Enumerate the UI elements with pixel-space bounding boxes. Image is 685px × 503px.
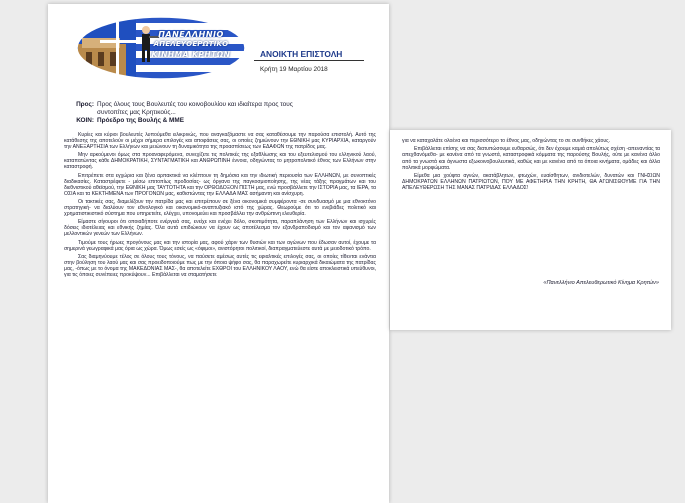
to-line-1: Προς όλους τους Βουλευτές του κοινοβουλίου και ιδιαίτερα προς τους: [97, 101, 293, 108]
paragraph: Είμεθα μια χούφτα αγνών, ακατάβλητων, φτωχών, ευαίσθητων, ανιδιοτελών, δυνατών και ΓΝΗΣΙΩΝ ΔΗΜΟΚΡΑΤΩΝ ΕΛΛΗΝΩΝ ΠΑΤΡΙΩΤΩΝ, ΠΟΥ ΜΕ ΑΦΕΤΗΡΙΑ ΤΗΝ ΚΡΗΤΗ, ΘΑ ΑΓΩΝΙΣΘΟΥΜΕ ΓΙΑ ΤΗΝ ΑΠΕΛΕΥΘΕΡΩΣΗ ΤΗΣ ΜΑΝΑΣ ΠΑΤΡΙΔΑΣ ΕΛΛΑΔΟΣ!: [402, 173, 660, 192]
letter-page-2: [390, 130, 671, 330]
paragraph: Είμαστε σίγουροι ότι οποιαδήποτε ενέργειά σας, ενείχε και ενέχει δόλο, σκοπιμότητα, παραπλάνηση των Ελλήνων και ισχυρές δόσεις ιδιοτέλειας και εθνικής ζημίας. Όλα αυτά επιδιώκουν να έχουν ως αποτέλεσμα τον εξανδραποδισμό και τον αφανισμό των μελλοντικών γενεών των Ελλήνων.: [64, 219, 376, 238]
signature: «Πανελλήνιο Απελευθερωτικό Κίνημα Κρητών»: [543, 280, 659, 286]
logo-line-2: ΑΠΕΛΕΥΘΕΡΩΤΙΚΟ: [153, 40, 229, 48]
paragraph: για να καταχαλάτε ολοένα και περισσότερο το έθνος μας, οδηγώντας το σε συνθήκες χάους.: [402, 138, 611, 144]
organization-logo: [76, 16, 246, 80]
cc-text: Πρόεδρο της Βουλής & ΜΜΕ: [97, 117, 184, 124]
to-line-2: συντοπίτες μας Κρητικούς...: [97, 109, 176, 116]
paragraph: Οι τακτικές σας, διαμελίζουν την πατρίδα μας και επιτρέπουν σε ξένα οικονομικά συμφέροντα -σε συνδυασμό με μια εθνοκτόνο στρατηγική- να διαλύουν τον εθνολογικό και οικονομικό-αναπτυξιακό ιστό της χώρας. Θεωρούμε ότι το ενεβιάδες πολιτικό και χρηματιστικιστικό σύστημα που υπηρετείτε, ελέγχει, υπονομεύει και προσβάλλει την ανθρώπινη ελευθερία.: [64, 199, 376, 218]
letter-date: Κρήτη 19 Μαρτίου 2018: [260, 66, 328, 73]
cc-block: [64, 117, 184, 125]
title-divider: [254, 60, 364, 61]
paragraph: Σας διαμηνύουμε τέλος σε όλους τους τόνους, να παύσετε αμέσως αυτές τις εφιαλτικές επιλογές σας, οι οποίες τίθενται ενάντια στην βούληση του λαού μας και σας προειδοποιούμε πως με την όποια ψήφο σας, θα παραχωρείτε κυριαρχικά δικαιώματα της πατρίδας μας, -όπως με το όνομα της ΜΑΚΕΔΟΝΙΑΣ ΜΑΣ-, θα αποτελείτε ΕΧΘΡΟΙ του ΕΛΛΗΝΙΚΟΥ ΛΑΟΥ, ενώ θα είστε αποκλειστικά υπεύθυνοι, για τις όποιες συνέπειες προκύψουν... Επιβάλλεται να σταματήσετε: [64, 253, 376, 279]
logo-line-1: ΠΑΝΕΛΛΗΝΙΟ: [158, 30, 224, 39]
paragraph: Κυρίες και κύριοι βουλευτές λυπούμεθα ειλικρινώς, που αναγκαζόμαστε να σας καταθέσουμε την παρούσα επιστολή. Αυτό της κατάθεσης της αποτελούν οι μέχρι σήμερα επιλογές και αποφάσεις σας, οι οποίες ζημιώνουν την ΕΘΝΙΚΗ μας ΚΥΡΙΑΡΧΙΑ, καταργούν την ΑΝΕΞΑΡΤΗΣΙΑ των Ελλήνων και μειώνουν τη δυναμικότητα της προασπίσεως των ΕΔΑΦΩΝ της πατρίδος μας.: [64, 132, 376, 151]
letter-body-page-1: [64, 132, 376, 280]
paragraph: Μην αρκούμενοι όμως στα προαναφερόμενα, συνεχίζετε τις πολιτικές της εξαθλίωσης και του εξευτελισμού του ελληνικού λαού, καταπατώντας κάθε ΔΗΜΟΚΡΑΤΙΚΗ, ΣΥΝΤΑΓΜΑΤΙΚΗ και ΑΝΘΡΩΠΙΝΗ έννοια, οδηγώντας το μητροπολιτικό έθνος των Ελλήνων στην καταστροφή.: [64, 152, 376, 171]
cc-label: ΚΟΙΝ:: [76, 117, 94, 124]
greek-flag-emblem-icon: [76, 16, 246, 80]
logo-line-3: ΚΙΝΗΜΑ ΚΡΗΤΩΝ: [151, 50, 231, 59]
paragraph: Επιτρέπετε στα εγχώρια και ξένα αρπακτικά να κλέπτουν τη δημόσια και την ιδιωτική περιουσία των ΕΛΛΗΝΩΝ, με συνοπτικές διαδικασίες. Καταστρέφετε - μέσω επιτοπίως προδοσίας- ως όργανα της παγκοσμιοποίησης, της νέας τάξης πραγμάτων και του διεθνιστικού αθεϊσμού, την ΕΘΝΙΚΗ μας ΤΑΥΤΟΤΗΤΑ και την ΟΡΘΟΔΟΞΟΝ ΠΙΣΤΗ μας, ενώ προσβάλλετε την ΙΣΤΟΡΙΑ μας, τα ΙΕΡΑ, τα ΟΣΙΑ και τα ΚΕΚΤΗΜΕΝΑ των ΠΡΟΓΟΝΩΝ μας, καθιστώντας την ΕΛΛΑΔΑ ΜΑΣ ασήμαντη και ανίσχυρη.: [64, 172, 376, 197]
addressee-block: [64, 101, 293, 117]
paragraph: Επιβάλλεται επίσης να σας διατυπώσουμε ευθαρσώς, ότι δεν έχουμε καμιά απολύτως σχέση -απεναντίας τα απεχθανόμεθα- με κανένα από τα γνωστά, καταστροφικά κόμματα της παρούσης Βουλής, ούτε με κανένα άλλο από τα γνωστά και άγνωστα εξωκοινοβουλευτικά, καθώς και με κανένα από τα όποια κινήματα, ομάδες και άλλα πολιτικά μορφώματα.: [402, 146, 660, 171]
letter-body-page-2: [402, 138, 660, 194]
letter-title: ΑΝΟΙΚΤΗ ΕΠΙΣΤΟΛΗ: [260, 49, 343, 59]
to-label: Προς:: [76, 101, 94, 108]
letter-page-1: [48, 4, 389, 503]
paragraph: Τιμούμε τους ήρωες προγόνους μας και την ιστορία μας, αφού χάριν των θυσιών και των αγώνων που έδωσαν αυτοί, έχουμε τα σημερινά γεωγραφικά μας όρια ως χώρα. Όμως εσείς ως «όφιμοι», ανιστόρητοι πολιτικοί, διαπραγματεύεστε αυτά με μειοδοτικό τρόπο.: [64, 239, 376, 252]
